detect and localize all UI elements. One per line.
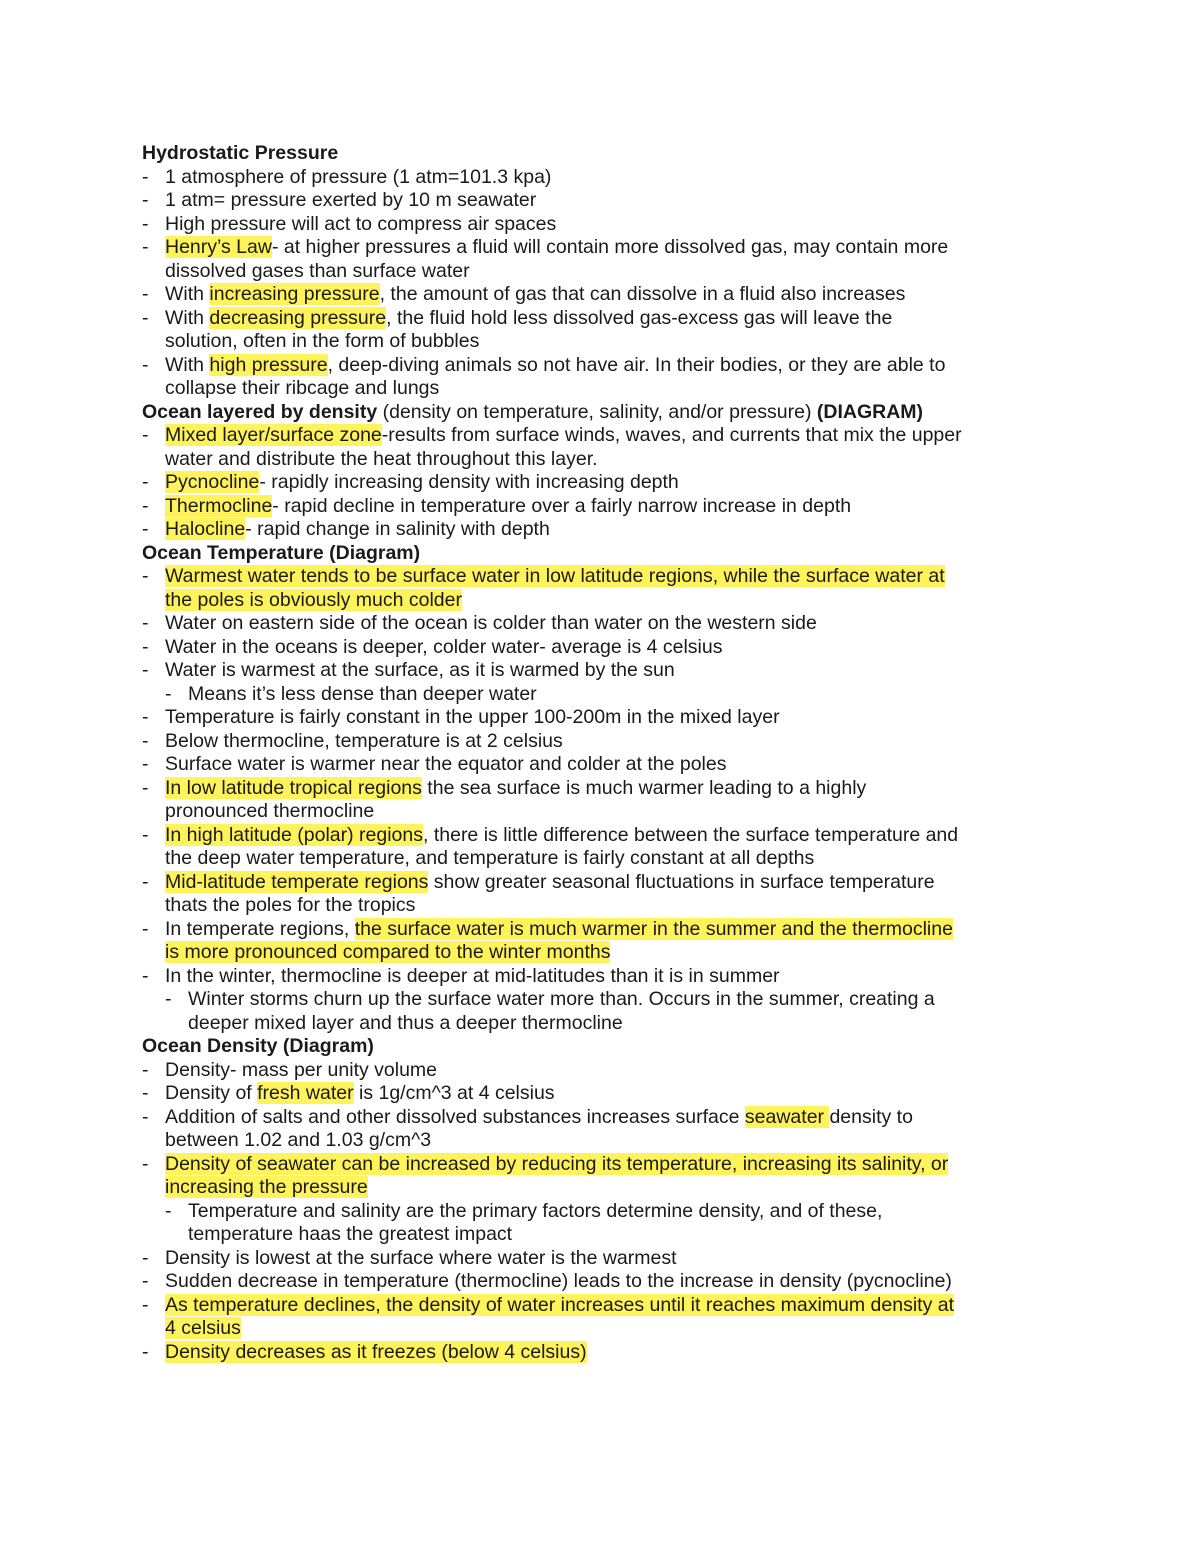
highlighted-text: increasing pressure xyxy=(209,283,380,305)
text-segment: dissolved gases than surface water xyxy=(165,259,470,282)
bullet-dash: - xyxy=(142,1340,149,1363)
text-segment: Winter storms churn up the surface water more than. Occurs in the summer, creating a xyxy=(188,988,935,1010)
text-segment: - rapidly increasing density with increasing depth xyxy=(259,471,679,493)
bullet-item xyxy=(142,283,1072,307)
highlighted-text: Density of seawater can be increased by reducing its temperature, increasing its salinity, or xyxy=(165,1152,949,1175)
text-segment: Density is lowest at the surface where water is the warmest xyxy=(165,1246,677,1269)
text-segment: Density- mass per unity volume xyxy=(165,1058,438,1081)
text-segment: With xyxy=(165,306,210,329)
bullet-dash: - xyxy=(165,1199,172,1222)
bullet-item xyxy=(142,1270,1072,1294)
bullet-dash: - xyxy=(142,1293,149,1316)
bullet-dash: - xyxy=(142,964,149,987)
bullet-item xyxy=(142,1247,1072,1271)
text-segment: the deep water temperature, and temperature is fairly constant at all depths xyxy=(165,847,815,869)
bullet-item xyxy=(142,1341,1072,1365)
bullet-dash: - xyxy=(142,1105,149,1128)
text-segment: Addition of salts and other dissolved substances increases surface xyxy=(165,1105,745,1128)
bullet-item xyxy=(142,236,1072,260)
bullet-dash: - xyxy=(142,870,149,893)
bullet-dash: - xyxy=(142,424,149,446)
text-segment: - rapid change in salinity with depth xyxy=(245,518,550,540)
text-segment: Water in the oceans is deeper, colder water- average is 4 celsius xyxy=(165,635,723,658)
text-segment: Means it’s less dense than deeper water xyxy=(188,682,537,705)
bullet-dash: - xyxy=(142,729,149,752)
bullet-dash: - xyxy=(142,518,149,540)
text-segment: , the fluid hold less dissolved gas-excess gas will leave the xyxy=(386,306,893,329)
bullet-item xyxy=(142,1059,1072,1083)
text-segment: Ocean Temperature (Diagram) xyxy=(142,541,421,564)
sub-bullet-continuation xyxy=(142,1012,1072,1036)
bullet-item xyxy=(142,354,1072,378)
sub-bullet-continuation xyxy=(142,1223,1072,1247)
bullet-dash: - xyxy=(142,753,149,775)
highlighted-text: the surface water is much warmer in the summer and the thermocline xyxy=(354,917,953,940)
text-segment: 1 atmosphere of pressure (1 atm=101.3 kpa) xyxy=(165,165,552,188)
text-segment: Ocean Density (Diagram) xyxy=(142,1035,374,1057)
bullet-dash: - xyxy=(142,189,149,211)
text-segment: deeper mixed layer and thus a deeper thermocline xyxy=(188,1011,623,1034)
bullet-dash: - xyxy=(142,635,149,658)
bullet-item xyxy=(142,307,1072,331)
bullet-item xyxy=(142,471,1072,495)
bullet-item xyxy=(142,612,1072,636)
text-segment: Below thermocline, temperature is at 2 celsius xyxy=(165,729,563,752)
bullet-dash: - xyxy=(142,306,149,329)
highlighted-text: Henry’s Law xyxy=(165,236,272,258)
bullet-continuation xyxy=(142,260,1072,284)
text-segment: , deep-diving animals so not have air. In their bodies, or they are able to xyxy=(327,353,946,376)
text-segment: Surface water is warmer near the equator and colder at the poles xyxy=(165,753,727,775)
bullet-continuation xyxy=(142,847,1072,871)
bullet-dash: - xyxy=(142,494,149,517)
bullet-item xyxy=(142,189,1072,213)
text-segment: Hydrostatic Pressure xyxy=(142,142,339,164)
text-segment: Water on eastern side of the ocean is colder than water on the western side xyxy=(165,612,817,634)
highlighted-text: Mid-latitude temperate regions xyxy=(165,870,429,893)
highlighted-text: the poles is obviously much colder xyxy=(165,588,462,611)
bullet-item xyxy=(142,518,1072,542)
sub-bullet-item xyxy=(142,988,1072,1012)
bullet-item xyxy=(142,495,1072,519)
text-segment: Density of xyxy=(165,1082,258,1104)
bullet-dash: - xyxy=(165,988,172,1010)
bullet-item xyxy=(142,424,1072,448)
text-segment: water and distribute the heat throughout this layer. xyxy=(165,447,598,470)
text-segment: In the winter, thermocline is deeper at mid-latitudes than it is in summer xyxy=(165,964,780,987)
bullet-dash: - xyxy=(142,1082,149,1104)
bullet-item xyxy=(142,918,1072,942)
highlighted-text: In high latitude (polar) regions xyxy=(165,823,423,846)
bullet-continuation xyxy=(142,1317,1072,1341)
text-segment: (DIAGRAM) xyxy=(816,400,924,423)
bullet-continuation xyxy=(142,589,1072,613)
highlighted-text: fresh water xyxy=(257,1082,354,1104)
bullet-item xyxy=(142,659,1072,683)
text-segment: With xyxy=(165,283,210,305)
bullet-continuation xyxy=(142,1176,1072,1200)
bullet-continuation xyxy=(142,1129,1072,1153)
text-segment: In temperate regions, xyxy=(165,917,355,940)
bullet-dash: - xyxy=(142,659,149,681)
bullet-dash: - xyxy=(142,706,149,728)
bullet-item xyxy=(142,166,1072,190)
text-segment: is 1g/cm^3 at 4 celsius xyxy=(353,1082,555,1104)
text-segment: , the amount of gas that can dissolve in a fluid also increases xyxy=(379,283,906,305)
highlighted-text: Halocline xyxy=(165,518,246,540)
bullet-dash: - xyxy=(142,612,149,634)
bullet-continuation xyxy=(142,448,1072,472)
bullet-dash: - xyxy=(142,212,149,235)
text-segment: - at higher pressures a fluid will contain more dissolved gas, may contain more xyxy=(271,236,949,258)
section-heading xyxy=(142,542,1072,566)
highlighted-text: Density decreases as it freezes (below 4 celsius) xyxy=(165,1340,587,1363)
highlighted-text: decreasing pressure xyxy=(209,306,387,329)
bullet-item xyxy=(142,777,1072,801)
bullet-dash: - xyxy=(142,776,149,799)
highlighted-text: high pressure xyxy=(209,353,328,376)
bullet-item xyxy=(142,636,1072,660)
bullet-item xyxy=(142,213,1072,237)
highlighted-text: is more pronounced compared to the winter months xyxy=(165,941,611,963)
text-segment: thats the poles for the tropics xyxy=(165,894,416,916)
highlighted-text: In low latitude tropical regions xyxy=(165,776,422,799)
sub-bullet-item xyxy=(142,683,1072,707)
section-heading xyxy=(142,1035,1072,1059)
bullet-dash: - xyxy=(142,1270,149,1292)
bullet-continuation xyxy=(142,377,1072,401)
highlighted-text: As temperature declines, the density of water increases until it reaches maximum density at xyxy=(165,1293,955,1316)
bullet-item xyxy=(142,730,1072,754)
text-segment: pronounced thermocline xyxy=(165,800,375,822)
bullet-item xyxy=(142,565,1072,589)
highlighted-text: Pycnocline xyxy=(165,471,260,493)
bullet-continuation xyxy=(142,941,1072,965)
text-segment: - rapid decline in temperature over a fairly narrow increase in depth xyxy=(272,494,852,517)
bullet-dash: - xyxy=(165,682,172,705)
text-segment: 1 atm= pressure exerted by 10 m seawater xyxy=(165,189,537,211)
document-body xyxy=(142,142,1072,1364)
highlighted-text: increasing the pressure xyxy=(165,1176,368,1198)
bullet-item xyxy=(142,1082,1072,1106)
bullet-item xyxy=(142,706,1072,730)
highlighted-text: Thermocline xyxy=(165,494,273,517)
highlighted-text: Warmest water tends to be surface water in low latitude regions, while the surface water at xyxy=(165,565,945,587)
bullet-item xyxy=(142,1106,1072,1130)
bullet-dash: - xyxy=(142,165,149,188)
text-segment: collapse their ribcage and lungs xyxy=(165,377,440,399)
bullet-item xyxy=(142,965,1072,989)
bullet-item xyxy=(142,871,1072,895)
text-segment: between 1.02 and 1.03 g/cm^3 xyxy=(165,1129,432,1151)
bullet-continuation xyxy=(142,800,1072,824)
text-segment: solution, often in the form of bubbles xyxy=(165,330,480,352)
text-segment: Ocean layered by density xyxy=(142,400,378,423)
bullet-item xyxy=(142,824,1072,848)
text-segment: Temperature is fairly constant in the upper 100-200m in the mixed layer xyxy=(165,706,780,728)
text-segment: With xyxy=(165,353,210,376)
text-segment: show greater seasonal fluctuations in surface temperature xyxy=(428,870,935,893)
bullet-dash: - xyxy=(142,1246,149,1269)
text-segment: -results from surface winds, waves, and currents that mix the upper xyxy=(381,424,962,446)
bullet-item xyxy=(142,1153,1072,1177)
text-segment: Temperature and salinity are the primary factors determine density, and of these, xyxy=(188,1199,883,1222)
text-segment: the sea surface is much warmer leading to a highly xyxy=(421,776,867,799)
bullet-dash: - xyxy=(142,236,149,258)
section-heading xyxy=(142,142,1072,166)
bullet-item xyxy=(142,1294,1072,1318)
sub-bullet-item xyxy=(142,1200,1072,1224)
bullet-dash: - xyxy=(142,1058,149,1081)
text-segment: density to xyxy=(829,1105,913,1128)
bullet-continuation xyxy=(142,330,1072,354)
highlighted-text: seawater xyxy=(744,1105,830,1128)
text-segment: High pressure will act to compress air spaces xyxy=(165,212,557,235)
bullet-item xyxy=(142,753,1072,777)
text-segment: Sudden decrease in temperature (thermocline) leads to the increase in density (pycnocline) xyxy=(165,1270,952,1292)
text-segment: Water is warmest at the surface, as it is warmed by the sun xyxy=(165,659,675,681)
highlighted-text: 4 celsius xyxy=(165,1317,241,1339)
text-segment: , there is little difference between the surface temperature and xyxy=(423,823,959,846)
bullet-dash: - xyxy=(142,353,149,376)
highlighted-text: Mixed layer/surface zone xyxy=(165,424,382,446)
bullet-dash: - xyxy=(142,283,149,305)
text-segment: temperature haas the greatest impact xyxy=(188,1223,513,1245)
bullet-dash: - xyxy=(142,471,149,493)
text-segment: (density on temperature, salinity, and/or pressure) xyxy=(377,400,817,423)
bullet-dash: - xyxy=(142,823,149,846)
bullet-dash: - xyxy=(142,565,149,587)
bullet-continuation xyxy=(142,894,1072,918)
bullet-dash: - xyxy=(142,917,149,940)
section-heading xyxy=(142,401,1072,425)
bullet-dash: - xyxy=(142,1152,149,1175)
